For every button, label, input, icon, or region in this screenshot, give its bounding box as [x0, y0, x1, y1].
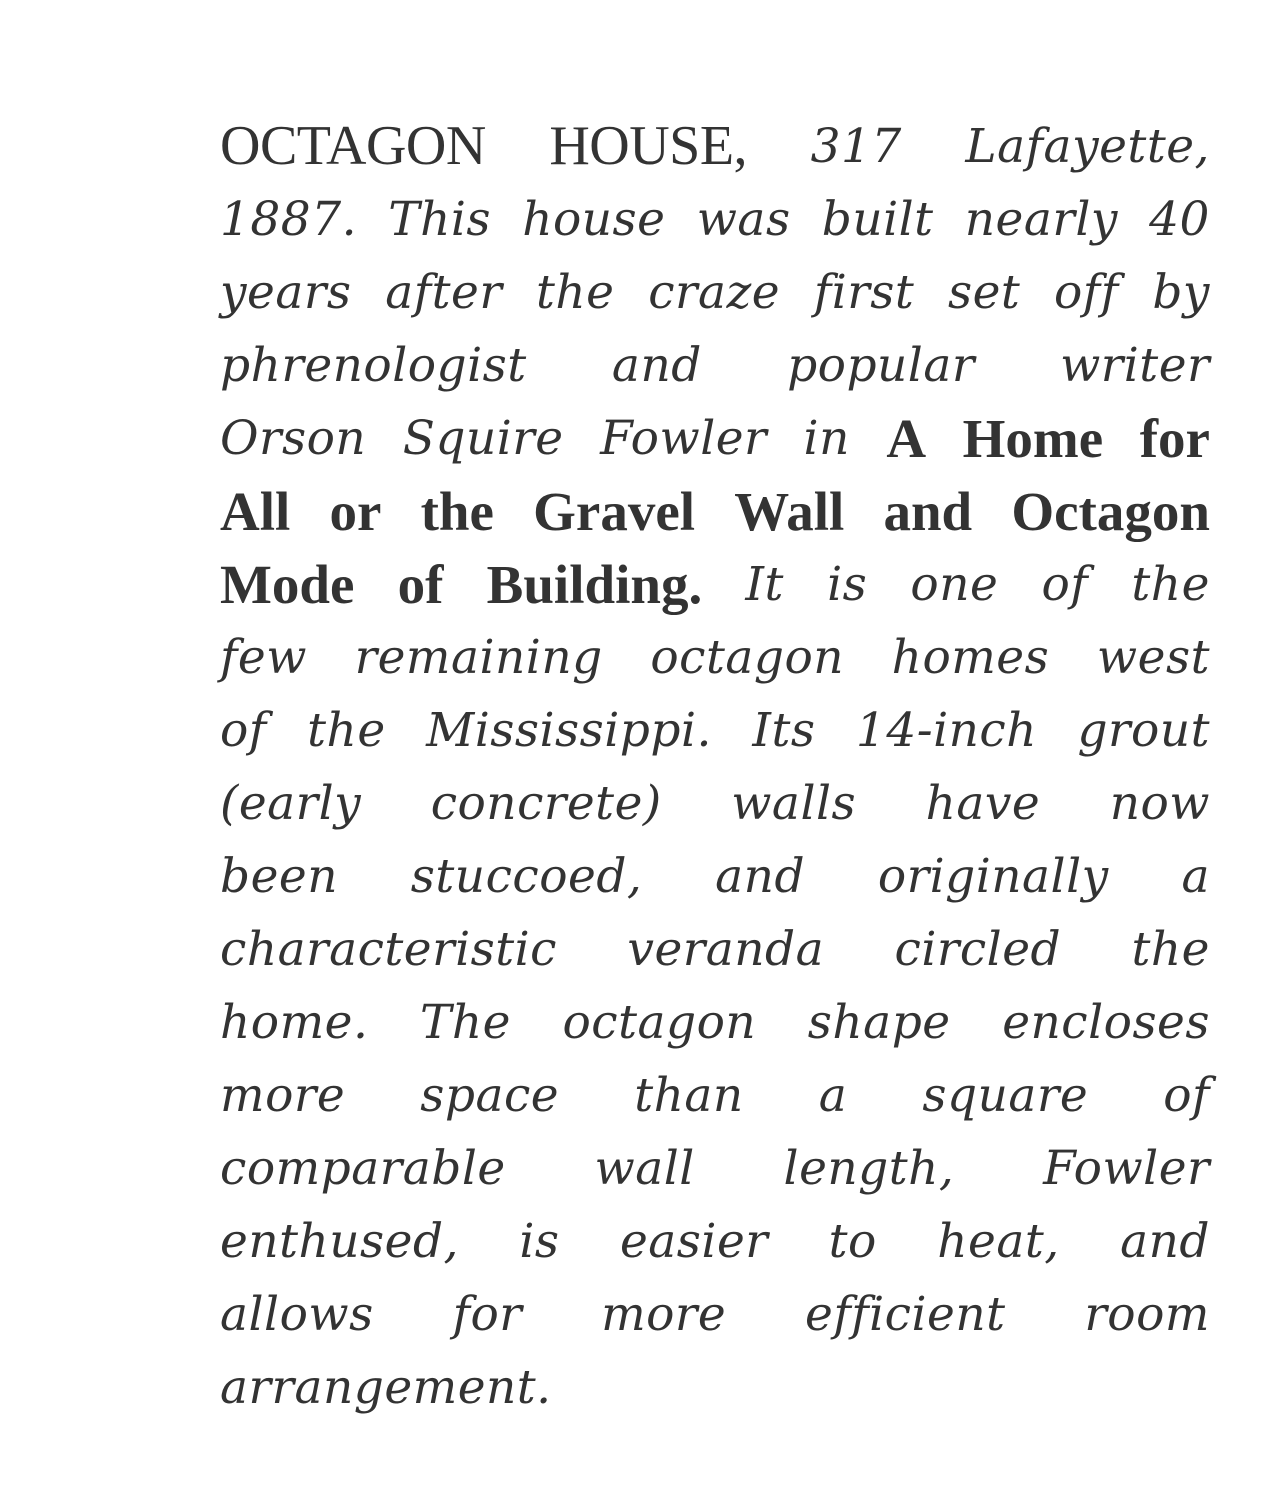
body-word: Squire — [402, 411, 564, 466]
book-title-word: Mode — [220, 554, 355, 615]
body-word: Its — [752, 703, 816, 758]
book-title-word: All — [220, 481, 291, 542]
body-word: comparable — [220, 1141, 506, 1196]
body-word: octagon — [562, 995, 757, 1050]
body-word: Mississippi. — [426, 703, 712, 758]
body-word: one — [910, 557, 999, 612]
text-line — [220, 1351, 1210, 1424]
text-line — [220, 986, 1210, 1059]
body-word: Fowler — [1043, 1141, 1210, 1196]
body-word: room — [1084, 1287, 1210, 1342]
body-word: 317 — [810, 119, 902, 174]
text-line — [220, 1059, 1210, 1132]
body-word: and — [1120, 1214, 1210, 1269]
body-word: circled — [894, 922, 1062, 977]
body-word: the — [1131, 922, 1210, 977]
body-word: the — [1131, 557, 1210, 612]
body-word: The — [419, 995, 511, 1050]
body-word: craze — [648, 265, 781, 320]
text-line — [220, 110, 1210, 183]
body-word: is — [827, 557, 868, 612]
body-word: a — [818, 1068, 848, 1123]
body-word: 1887. — [220, 192, 358, 247]
text-line — [220, 183, 1210, 256]
body-word: more — [220, 1068, 346, 1123]
body-word: homes — [891, 630, 1050, 685]
text-line — [220, 256, 1210, 329]
text-line — [220, 913, 1210, 986]
body-word: shape — [807, 995, 951, 1050]
body-word: wall — [594, 1141, 695, 1196]
entry-heading-word: HOUSE, — [549, 115, 748, 177]
body-word: allows — [220, 1287, 374, 1342]
text-line — [220, 1278, 1210, 1351]
body-word: the — [536, 265, 615, 320]
text-line — [220, 840, 1210, 913]
body-word: and — [715, 849, 806, 904]
body-word: of — [1041, 557, 1089, 612]
body-word: of — [1163, 1068, 1210, 1123]
body-word: have — [925, 776, 1041, 831]
body-word: stuccoed, — [410, 849, 643, 904]
body-word: to — [828, 1214, 877, 1269]
body-word: 40 — [1149, 192, 1210, 247]
body-word: built — [821, 192, 934, 247]
body-word: house — [522, 192, 666, 247]
book-title-word: Octagon — [1011, 481, 1210, 542]
body-word: years — [220, 265, 352, 320]
book-title-word: Wall — [734, 481, 845, 542]
body-word: popular — [787, 338, 975, 393]
octagon-house-entry — [220, 110, 1210, 1424]
body-word: square — [922, 1068, 1089, 1123]
body-word: This — [388, 192, 492, 247]
body-word: efficient — [805, 1287, 1006, 1342]
body-word: enthused, — [220, 1214, 459, 1269]
body-word: length, — [783, 1141, 955, 1196]
text-line — [220, 1132, 1210, 1205]
body-word: Fowler — [600, 411, 768, 466]
body-word: writer — [1060, 338, 1210, 393]
text-line — [220, 694, 1210, 767]
book-title-word: and — [883, 481, 973, 542]
body-word: veranda — [627, 922, 825, 977]
body-word: set — [947, 265, 1021, 320]
text-line — [220, 767, 1210, 840]
text-line — [220, 475, 1210, 548]
body-word: octagon — [650, 630, 845, 685]
body-word: 14-inch — [855, 703, 1038, 758]
body-word: encloses — [1002, 995, 1210, 1050]
body-word: than — [634, 1068, 744, 1123]
body-word: after — [385, 265, 503, 320]
body-word: of — [220, 703, 267, 758]
body-word: off — [1054, 265, 1119, 320]
body-word: walls — [731, 776, 857, 831]
body-word: arrangement. — [220, 1360, 552, 1415]
body-word: few — [220, 630, 307, 685]
book-title-word: the — [420, 481, 494, 542]
entry-heading-word: OCTAGON — [220, 115, 486, 177]
body-word: originally — [877, 849, 1109, 904]
book-title-word: Gravel — [533, 481, 696, 542]
body-word: west — [1096, 630, 1210, 685]
body-word: phrenologist — [220, 338, 527, 393]
book-title-word: A — [886, 408, 927, 469]
body-word: by — [1152, 265, 1210, 320]
body-word: and — [611, 338, 702, 393]
text-line — [220, 329, 1210, 402]
body-word: Lafayette, — [965, 119, 1210, 174]
body-word: easier — [619, 1214, 769, 1269]
body-word: is — [519, 1214, 560, 1269]
text-line — [220, 621, 1210, 694]
body-word: a — [1181, 849, 1210, 904]
book-title-word: Building. — [486, 554, 703, 615]
text-line — [220, 548, 1210, 621]
body-word: home. — [220, 995, 369, 1050]
book-title-word: of — [397, 554, 444, 615]
book-title-word: or — [329, 481, 382, 542]
body-word: heat, — [937, 1214, 1060, 1269]
body-word: nearly — [964, 192, 1118, 247]
text-line — [220, 1205, 1210, 1278]
body-word: Orson — [220, 411, 367, 466]
body-word: in — [803, 411, 850, 466]
book-title-word: Home — [962, 408, 1104, 469]
body-word: concrete) — [430, 776, 662, 831]
body-word: first — [813, 265, 915, 320]
body-word: now — [1109, 776, 1210, 831]
body-word: grout — [1077, 703, 1210, 758]
body-word: space — [420, 1068, 560, 1123]
body-word: remaining — [354, 630, 603, 685]
book-title-word: for — [1139, 408, 1210, 469]
body-word: for — [452, 1287, 523, 1342]
body-word: more — [601, 1287, 727, 1342]
text-line — [220, 402, 1210, 475]
body-word: It — [745, 557, 784, 612]
body-word: characteristic — [220, 922, 557, 977]
body-word: been — [220, 849, 338, 904]
body-word: was — [696, 192, 791, 247]
body-word: (early — [220, 776, 362, 831]
body-word: the — [307, 703, 386, 758]
